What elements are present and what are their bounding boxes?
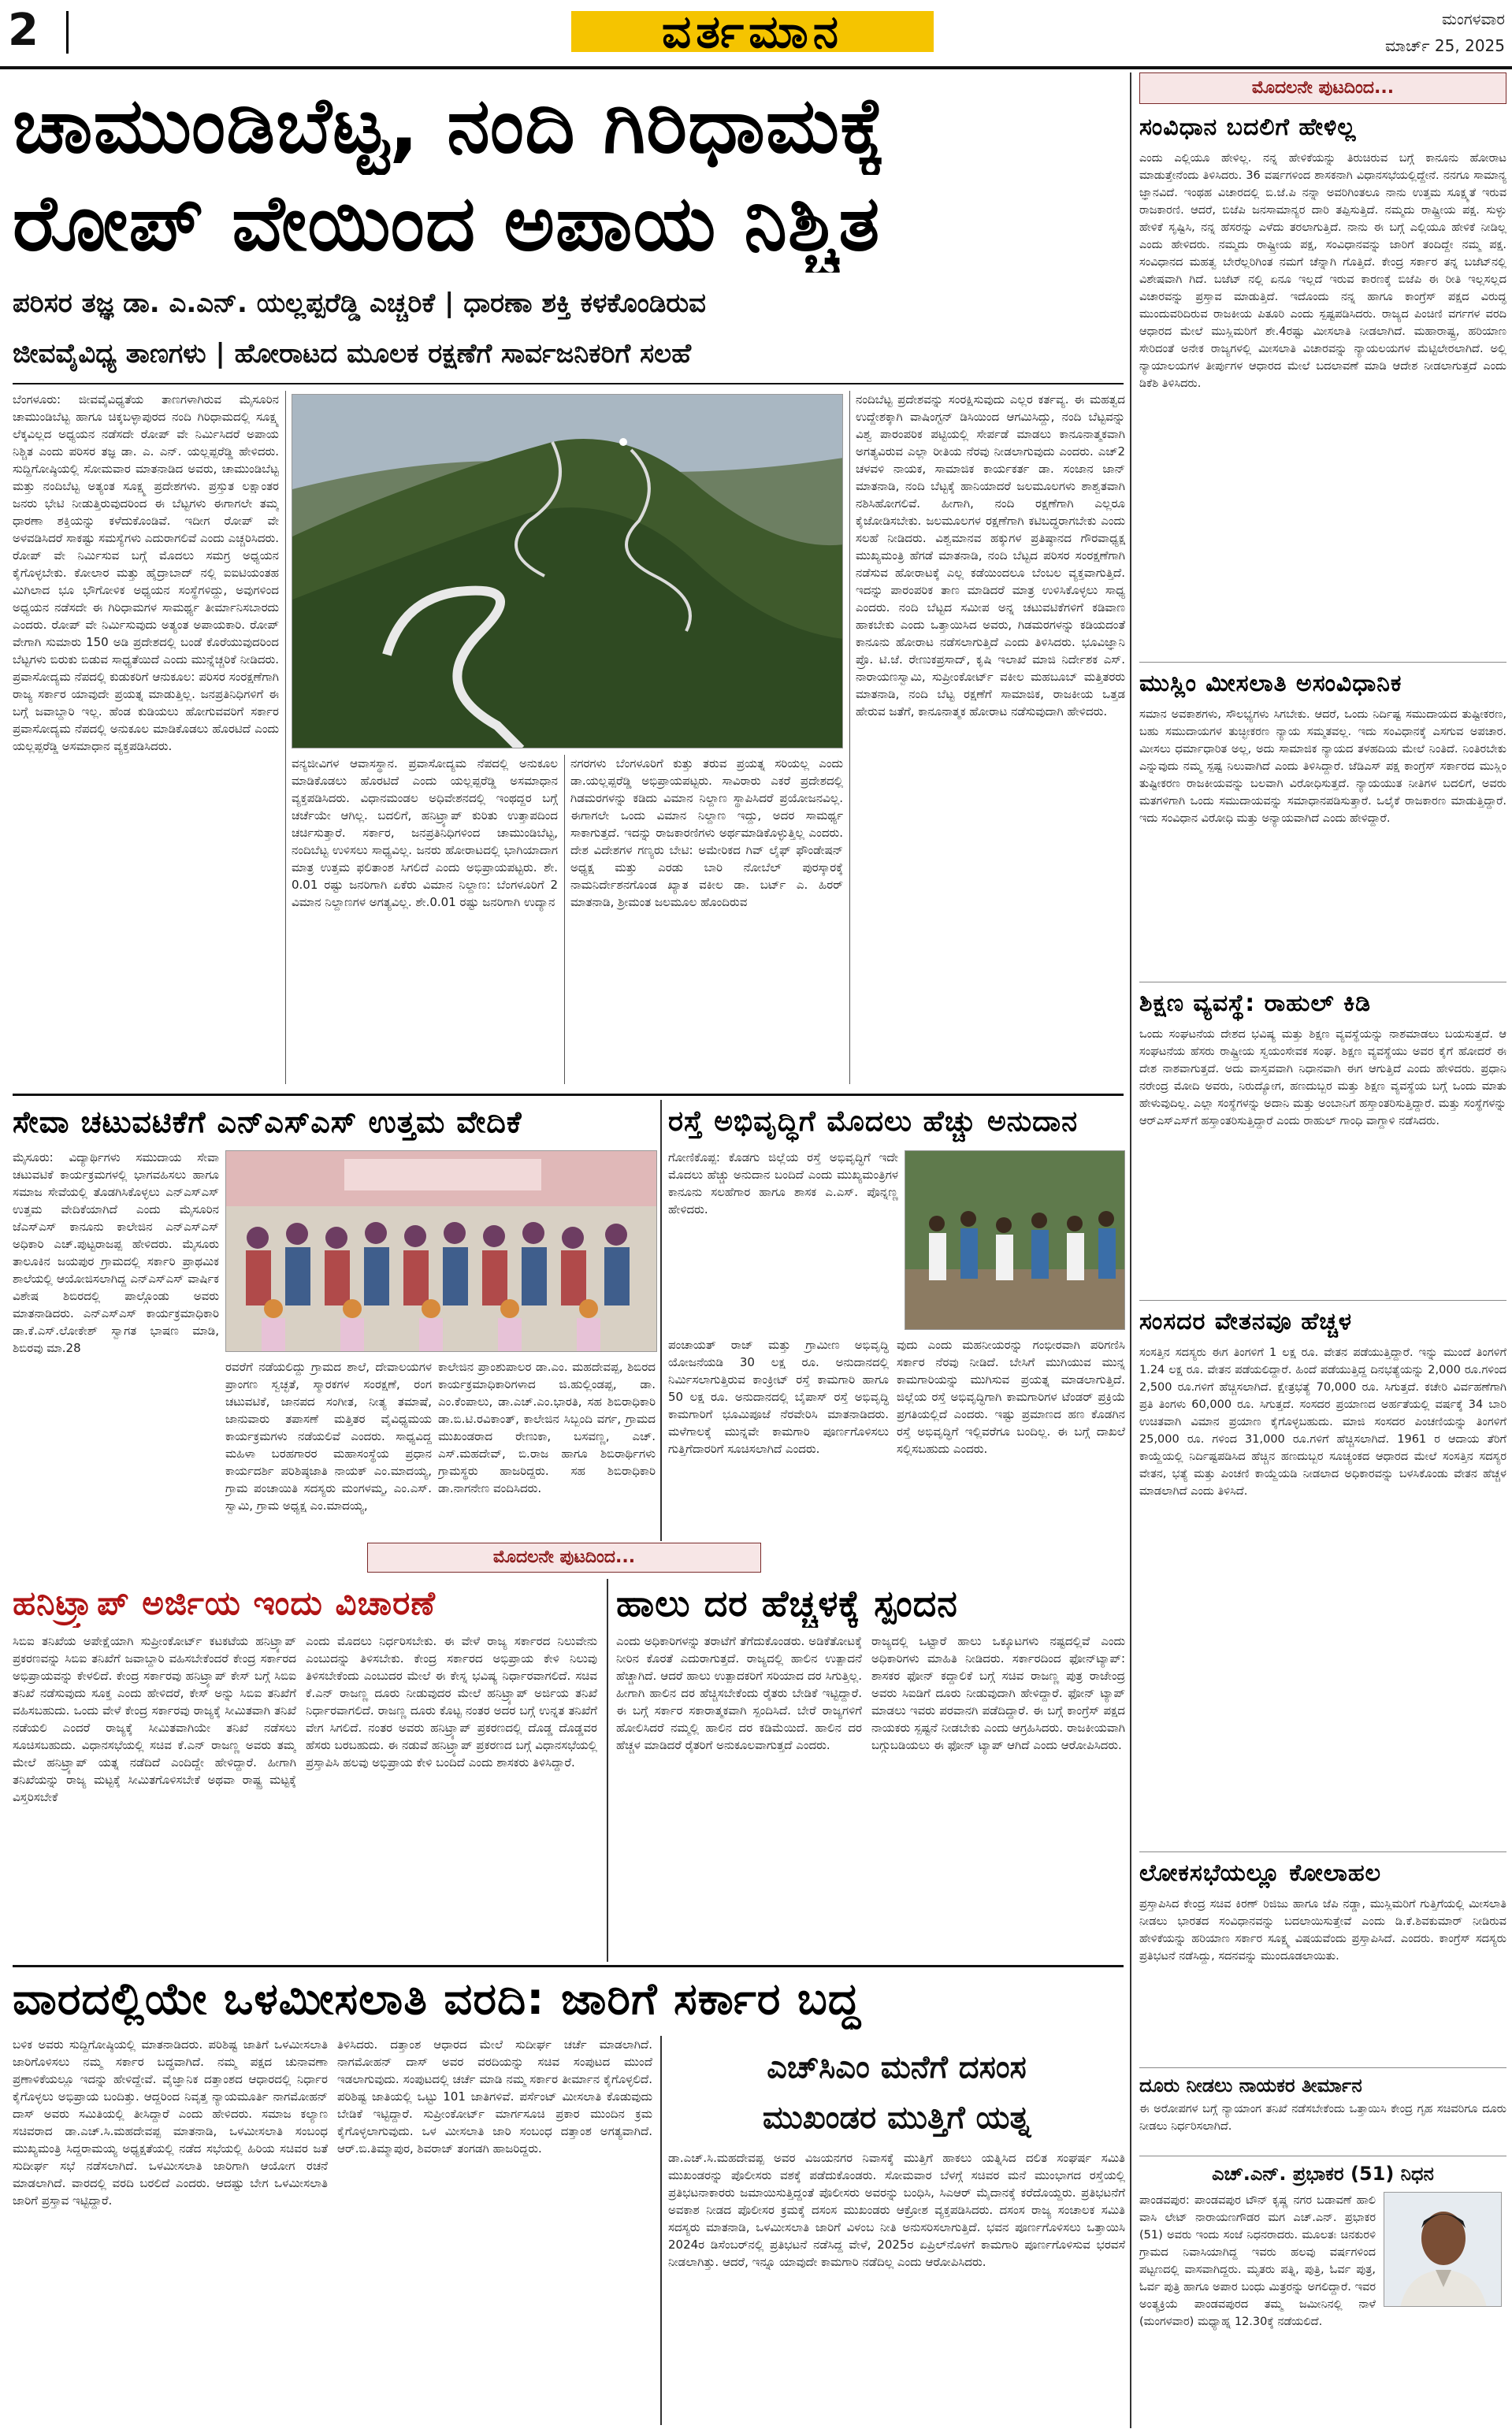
- page-number: 2: [8, 5, 39, 56]
- masthead-logo-text: ವರ್ತಮಾನ: [662, 5, 843, 58]
- lead-subhead-rule: [13, 383, 1124, 384]
- reservation-body-col1: ಬಳಿಕ ಅವರು ಸುದ್ದಿಗೋಷ್ಠಿಯಲ್ಲಿ ಮಾತನಾಡಿದರು. ಪರಿಶಿಷ್ಟ ಜಾತಿಗೆ ಒಳಮೀಸಲಾತಿ ಜಾರಿಗೊಳಿಸಲು ನಮ್ಮ ಸರ್ಕಾರ ಬದ್ಧವಾಗಿದೆ. ನಮ್ಮ ಪಕ್ಷದ ಚುನಾವಣಾ ಪ್ರಣಾಳಿಕೆಯಲ್ಲೂ ಇದನ್ನು ಹೇಳಿದ್ದೇವೆ. ವೈಜ್ಞಾನಿಕ ದತ್ತಾಂಶದ ಆಧಾರದಲ್ಲಿ ನಿರ್ಧಾರ ಕೈಗೊಳ್ಳಲು ಅಭಿಪ್ರಾಯ ಬಂದಿತ್ತು. ಆದ್ದರಿಂದ ನಿವೃತ್ತ ನ್ಯಾಯಮೂರ್ತಿ ನಾಗಮೋಹನ್ ದಾಸ್ ಅವರು ಸಮಿತಿಯಲ್ಲಿ ತೀಸಿದ್ದಾರೆ ಎಂದು ಹೇಳಿದರು. ಸಮಾಜ ಕಲ್ಯಾಣ ಸಚಿವರಾದ ಡಾ.ಎಚ್.ಸಿ.ಮಹದೇವಪ್ಪ ಮಾತನಾಡಿ, ಒಳಮೀಸಲಾತಿ ಸಂಬಂಧ ಮುಖ್ಯಮಂತ್ರಿ ಸಿದ್ದರಾಮಯ್ಯ ಅಧ್ಯಕ್ಷತೆಯಲ್ಲಿ ನಡೆದ ಸಭೆಯಲ್ಲಿ ಹಿರಿಯ ಸಚಿವರ ಜತೆ ಸುದೀರ್ಘ ಸಭೆ ನಡೆಸಲಾಗಿದೆ. ಒಳಮೀಸಲಾತಿ ಜಾರಿಗಾಗಿ ಆಯೋಗ ರಚನೆ ಮಾಡಲಾಗಿದೆ. ವಾರದಲ್ಲಿ ವರದಿ ಬರಲಿದೆ ಎಂದರು. ಆದಷ್ಟು ಬೇಗ ಒಳಮೀಸಲಾತಿ ಜಾರಿಗೆ ಪ್ರಸ್ತಾವ ಇಟ್ಟಿದ್ದಾರೆ.: [13, 2037, 328, 2208]
- sidebar-rule: [1139, 2067, 1506, 2068]
- sidebar-headline-1: ಸಂವಿಧಾನ ಬದಲಿಗೆ ಹೇಳಿಲ್ಲ: [1139, 113, 1357, 141]
- honeytrap-headline: ಹನಿಟ್ರ್ಯಾಪ್ ಅರ್ಜಿಯ ಇಂದು ವಿಚಾರಣೆ: [13, 1584, 436, 1622]
- column-divider: [564, 755, 565, 1084]
- lead-headline-line1: ಚಾಮುಂಡಿಬೆಟ್ಟ, ನಂದಿ ಗಿರಿಧಾಮಕ್ಕೆ: [13, 81, 886, 171]
- milk-body-col2: ರಾಜ್ಯದಲ್ಲಿ ಒಟ್ಟಾರೆ ಹಾಲು ಒಕ್ಕೂಟಗಳು ನಷ್ಟದಲ್ಲಿವೆ ಎಂದು ಅಧಿಕಾರಿಗಳು ಮಾಹಿತಿ ನೀಡಿದರು. ಸರ್ಕಾರದಿಂದ ಫೋನ್‌ಟ್ಯಾಪ್: ಶಾಸಕರ ಫೋನ್ ಕದ್ದಾಲಿಕೆ ಬಗ್ಗೆ ಸಚಿವ ರಾಜಣ್ಣ ಪುತ್ರ ರಾಜೇಂದ್ರ ಅವರು ಸಿಐಡಿಗೆ ದೂರು ನೀಡುವುದಾಗಿ ಹೇಳಿದ್ದಾರೆ. ಫೋನ್ ಟ್ಯಾಪ್ ಮಾಡಲು ಇವರು ಪರವಾನಗಿ ಪಡೆದಿದ್ದಾರೆ. ಈ ಬಗ್ಗೆ ಕಾಂಗ್ರೆಸ್ ಪಕ್ಷದ ನಾಯಕರು ಸ್ಪಷ್ಟನೆ ನೀಡಬೇಕು ಎಂದು ಆಗ್ರಹಿಸಿದರು. ರಾಜಕೀಯವಾಗಿ ಬಗ್ಗುಬಡಿಯಲು ಈ ಫೋನ್ ಟ್ಯಾಪ್ ಆಗಿದೆ ಎಂದು ಆರೋಪಿಸಿದರು.: [871, 1634, 1125, 1752]
- lead-headline-line2: ರೋಪ್ ವೇಯಿಂದ ಅಪಾಯ ನಿಶ್ಚಿತ: [13, 179, 881, 269]
- nss-headline: ಸೇವಾ ಚಟುವಟಿಕೆಗೆ ಎನ್‌ಎಸ್‌ಎಸ್ ಉತ್ತಮ ವೇದಿಕೆ: [13, 1105, 522, 1139]
- hcm-body: ಡಾ.ಎಚ್.ಸಿ.ಮಹದೇವಪ್ಪ ಅವರ ವಿಜಯನಗರ ನಿವಾಸಕ್ಕೆ ಮುತ್ತಿಗೆ ಹಾಕಲು ಯತ್ನಿಸಿದ ದಲಿತ ಸಂಘರ್ಷ ಸಮಿತಿ ಮುಖಂಡರನ್ನು ಪೊಲೀಸರು ವಶಕ್ಕೆ ಪಡೆದುಕೊಂಡರು. ಸೋಮವಾರ ಬೆಳಗ್ಗೆ ಸಚಿವರ ಮನೆ ಮುಂಭಾಗದ ರಸ್ತೆಯಲ್ಲಿ ಪ್ರತಿಭಟನಾಕಾರರು ಜಮಾಯಿಸುತ್ತಿದ್ದಂತೆ ಪೊಲೀಸರು ಅವರನ್ನು ಬಂಧಿಸಿ, ಸಿಎಆರ್ ಮೈದಾನಕ್ಕೆ ಕರೆದೊಯ್ದರು. ಪ್ರತಿಭಟನೆಗೆ ಅವಕಾಶ ನೀಡದ ಪೊಲೀಸರ ಕ್ರಮಕ್ಕೆ ದಸಂಸ ಮುಖಂಡರು ಆಕ್ರೋಶ ವ್ಯಕ್ತಪಡಿಸಿದರು. ದಸಂಸ ರಾಜ್ಯ ಸಂಚಾಲಕ ಸಮಿತಿ ಸದಸ್ಯರು ಮಾತನಾಡಿ, ಒಳಮೀಸಲಾತಿ ಜಾರಿಗೆ ವಿಳಂಬ ನೀತಿ ಅನುಸರಿಸಲಾಗುತ್ತಿದೆ. ಭವನ ಪೂರ್ಣಗೊಳಿಸಲು ಒತ್ತಾಯಿಸಿ 2024ರ ಡಿಸೆಂಬರ್‌ನಲ್ಲಿ ಪ್ರತಿಭಟನೆ ನಡೆಸಿದ್ದ ವೇಳೆ, 2025ರ ಏಪ್ರಿಲ್‌ನೊಳಗೆ ಕಾಮಗಾರಿ ಪೂರ್ಣಗೊಳಿಸುವ ಭರವಸೆ ನೀಡಲಾಗಿತ್ತು. ಆದರೆ, ಇನ್ನೂ ಯಾವುದೇ ಕಾಮಗಾರಿ ನಡೆದಿಲ್ಲ ಎಂದು ಆರೋಪಿಸಿದರು.: [668, 2151, 1125, 2269]
- sidebar-headline-2: ಮುಸ್ಲಿಂ ಮೀಸಲಾತಿ ಅಸಂವಿಧಾನಿಕ: [1139, 670, 1402, 697]
- reservation-body-col2: ತಿಳಿಸಿದರು. ದತ್ತಾಂಶ ಆಧಾರದ ಮೇಲೆ ಸುದೀರ್ಘ ಚರ್ಚೆ ಮಾಡಲಾಗಿದೆ. ನಾಗಮೋಹನ್ ದಾಸ್ ಅವರ ವರದಿಯನ್ನು ಸಚಿವ ಸಂಪುಟದ ಮುಂದೆ ಇಡಲಾಗುವುದು. ಸಂಪುಟದಲ್ಲಿ ಚರ್ಚೆ ಮಾಡಿ ನಮ್ಮ ಸರ್ಕಾರ ತೀರ್ಮಾನ ಕೈಗೊಳ್ಳಲಿದೆ. ಪರಿಶಿಷ್ಟ ಜಾತಿಯಲ್ಲಿ ಒಟ್ಟು 101 ಜಾತಿಗಳಿವೆ. ಪರ್ಸೆಂಟ್ ಮೀಸಲಾತಿ ಕೊಡುವುದು ಬೇಡಿಕೆ ಇಟ್ಟಿದ್ದಾರೆ. ಸುಪ್ರೀಂಕೋರ್ಟ್ ಮಾರ್ಗಸೂಚಿ ಪ್ರಕಾರ ಮುಂದಿನ ಕ್ರಮ ಕೈಗೊಳ್ಳಲಾಗುವುದು. ಒಳ ಮೀಸಲಾತಿ ಜಾರಿ ಸಂಬಂಧ ದತ್ತಾಂಶ ಅಗತ್ಯವಾಗಿದೆ. ಆರ್.ಬಿ.ತಿಮ್ಮಾಪುರ, ಶಿವರಾಜ್ ತಂಗಡಗಿ ಹಾಜರಿದ್ದರು.: [337, 2037, 652, 2156]
- sidebar-body-1: ಎಂದು ಎಲ್ಲಿಯೂ ಹೇಳಿಲ್ಲ. ನನ್ನ ಹೇಳಿಕೆಯನ್ನು ತಿರುಚಿರುವ ಬಗ್ಗೆ ಕಾನೂನು ಹೋರಾಟ ಮಾಡುತ್ತೇನೆಂದು ತಿಳಿಸಿದರು. 36 ವರ್ಷಗಳಿಂದ ಶಾಸಕನಾಗಿ ವಿಧಾನಸಭೆಯಲ್ಲಿದ್ದೇನೆ. ನನಗೂ ಸಾಮಾನ್ಯ ಜ್ಞಾನವಿದೆ. ಇಂಥಹ ವಿಚಾರದಲ್ಲಿ ಬಿ.ಜೆ.ಪಿ ನನ್ನಾ ಅವರಿಗಿಂತಲೂ ನಾನು ಉತ್ತಮ ಸೂಕ್ಷ್ಮತೆ ಇರುವ ರಾಜಕಾರಣಿ. ಆದರೆ, ಬಿಜೆಪಿ ಜನಸಾಮಾನ್ಯರ ದಾರಿ ತಪ್ಪಿಸುತ್ತಿದೆ. ನಮ್ಮದು ರಾಷ್ಟ್ರೀಯ ಪಕ್ಷ. ಸುಳ್ಳು ಹೇಳಿಕೆ ಸೃಷ್ಟಿಸಿ, ನನ್ನ ಹೆಸರನ್ನು ಎಳೆದು ತರಲಾಗುತ್ತಿದೆ. ನಾನು ಈ ಬಗ್ಗೆ ಎಲ್ಲಿಯೂ ಹೇಳಿಕೆ ನೀಡಿಲ್ಲ ಎಂದು ಹೇಳಿದರು. ನಮ್ಮದು ರಾಷ್ಟ್ರೀಯ ಪಕ್ಷ, ಸಂವಿಧಾನವನ್ನು ಜಾರಿಗೆ ತಂದಿದ್ದೇ ನಮ್ಮ ಪಕ್ಷ. ಸಂವಿಧಾನದ ಮಹತ್ವ ಬೇರೆಲ್ಲರಿಗಿಂತ ನಮಗೆ ಚೆನ್ನಾಗಿ ಗೊತ್ತಿದೆ. ಕೇಂದ್ರ ಸರ್ಕಾರ ತನ್ನ ಬಜೆಟ್‌ನಲ್ಲಿ ವಿಶೇಷವಾಗಿ ಗಿದೆ. ಬಜೆಟ್ ನಲ್ಲಿ ಏನೂ ಇಲ್ಲದೆ ಇರುವ ಕಾರಣಕ್ಕೆ ಬಿಜೆಪಿ ಈ ರೀತಿ ಇಲ್ಲಸಲ್ಲದ ವಿಚಾರವನ್ನು ಪ್ರಸ್ತಾವ ಮಾಡುತ್ತಿದೆ. ಇದೊಂದು ನನ್ನ ಹಾಗೂ ಕಾಂಗ್ರೆಸ್ ಪಕ್ಷದ ವಿರುದ್ಧ ಮುಂದುವರಿದಿರುವ ರಾಜಕೀಯ ಪಿತೂರಿ ಎಂದು ಸ್ಪಷ್ಟಪಡಿಸಿದರು. ರಾಜ್ಯದ ಪಿಂಚಿಣಿ ವರ್ಗಗಳ ವರದಿ ಆಧಾರದ ಮೇಲೆ ಮುಸ್ಲಿಮರಿಗೆ ಶೇ.4ರಷ್ಟು ಮೀಸಲಾತಿ ನೀಡಲಾಗಿದೆ. ಮಹಾರಾಷ್ಟ್ರ, ಹರಿಯಾಣ ಸೇರಿದಂತೆ ಅನೇಕ ರಾಜ್ಯಗಳಲ್ಲಿ ಮೀಸಲಾತಿ ವಿಚಾರವನ್ನು ನ್ಯಾಯಲಯಗಳ ಮೆಟ್ಟಿಲೇರಲಾಗಿದೆ. ಅಲ್ಲಿ ನ್ಯಾಯಾಲಯಗಳ ತೀರ್ಪುಗಳ ಆಧಾರದ ಮೇಲೆ ಬದಲಾವಣೆ ಮಾಡಿ ಆದೇಶ ನೀಡಲಾಗುತ್ತದೆ ಎಂದು ಡಿಕೆಶಿ ತಿಳಿಸಿದರು.: [1139, 152, 1506, 390]
- column-divider: [285, 391, 286, 1084]
- portrait-illustration: [1384, 2193, 1502, 2307]
- ceremony-illustration: [905, 1151, 1125, 1330]
- hill-road-illustration: [292, 395, 843, 748]
- sidebar-headline-5: ಲೋಕಸಭೆಯಲ್ಲೂ ಕೋಲಾಹಲ: [1139, 1859, 1382, 1887]
- masthead: [0, 0, 1512, 65]
- sidebar-body-4: ಸಂಸತ್ತಿನ ಸದಸ್ಯರು ಈಗ ತಿಂಗಳಿಗೆ 1 ಲಕ್ಷ ರೂ. ವೇತನ ಪಡೆಯುತ್ತಿದ್ದಾರೆ. ಇನ್ನು ಮುಂದೆ ತಿಂಗಳಿಗೆ 1.24 ಲಕ್ಷ ರೂ. ವೇತನ ಪಡೆಯಲಿದ್ದಾರೆ. ಹಿಂದೆ ಪಡೆಯುತ್ತಿದ್ದ ದಿನಭತ್ಯೆಯನ್ನು 2,000 ರೂ.ಗಳಿಂದ 2,500 ರೂ.ಗಳಿಗೆ ಹೆಚ್ಚಿಸಲಾಗಿದೆ. ಕ್ಷೇತ್ರಭತ್ಯೆ 70,000 ರೂ. ಸಿಗುತ್ತದೆ. ಕಚೇರಿ ವಿರ್ವಹಣೆಗಾಗಿ ಪ್ರತಿ ತಿಂಗಳು 60,000 ರೂ. ಸಿಗುತ್ತದೆ. ಸಂಸದರ ಪ್ರಯಾಣದ ಅರ್ಹತೆಯಲ್ಲಿ ವರ್ಷಕ್ಕೆ 34 ಬಾರಿ ಉಚಿತವಾಗಿ ವಿಮಾನ ಪ್ರಯಾಣ ಕೈಗೊಳ್ಳಬಹುದು. ಮಾಜಿ ಸಂಸದರ ಪಿಂಚಣಿಯನ್ನು ತಿಂಗಳಿಗೆ 25,000 ರೂ. ಗಳಿಂದ 31,000 ರೂ.ಗಳಿಗೆ ಹೆಚ್ಚಿಸಲಾಗಿದೆ. 1961 ರ ಆದಾಯ ತೆರಿಗೆ ಕಾಯ್ದೆಯಲ್ಲಿ ನಿರ್ದಿಷ್ಟಪಡಿಸಿದ ಹೆಚ್ಚಿನ ಹಣದುಬ್ಬರ ಸೂಚ್ಯಂಕದ ಆಧಾರದ ಮೇಲೆ ಸಂಸತ್ತಿನ ಸದಸ್ಯರ ವೇತನ, ಭತ್ಯೆ ಮತ್ತು ಪಿಂಚಣಿ ಕಾಯ್ದೆಯಡಿ ನೀಡಲಾದ ಅಧಿಕಾರವನ್ನು ಬಳಸಿಕೊಂಡು ವೇತನ ಹೆಚ್ಚಳ ಮಾಡಲಾಗಿದೆ ಎಂದು ತಿಳಿಸಿದೆ.: [1139, 1346, 1506, 1498]
- sidebar-body-6: ಈ ಅರೋಪಗಳ ಬಗ್ಗೆ ನ್ಯಾಯಾಂಗ ತನಿಖೆ ನಡೆಸಬೇಕೆಂದು ಒತ್ತಾಯಿಸಿ ಕೇಂದ್ರ ಗೃಹ ಸಚಿವರಿಗೂ ದೂರು ನೀಡಲು ನಿರ್ಧರಿಸಲಾಗಿದೆ.: [1139, 2103, 1506, 2133]
- lead-subhead-line1: ಪರಿಸರ ತಜ್ಞ ಡಾ. ಎ.ಎನ್. ಯಲ್ಲಪ್ಪರೆಡ್ಡಿ ಎಚ್ಚರಿಕೆ | ಧಾರಣಾ ಶಕ್ತಿ ಕಳಕೊಂಡಿರುವ: [13, 288, 706, 319]
- obituary-portrait: [1384, 2192, 1502, 2307]
- section-rule: [13, 1965, 1124, 1967]
- nss-body-col2: ರವರೆಗೆ ನಡೆಯಲಿದ್ದು ಗ್ರಾಮದ ಶಾಲೆ, ದೇವಾಲಯಗಳ ಪ್ರಾಂಗಣ ಸ್ವಚ್ಛತೆ, ಸ್ಮಾರಕಗಳ ಸಂರಕ್ಷಣೆ, ರಂಗ ಚಟುವಟಿಕೆ, ಜಾನಪದ ಸಂಗೀತ, ನೀತ್ಯ ತಮಾಷೆ, ಜಾನುವಾರು ತಪಾಸಣೆ ಮತ್ತಿತರ ವೈವಿಧ್ಯಮಯ ಕಾರ್ಯಕ್ರಮಗಳು ನಡೆಯಲಿವೆ ಎಂದರು. ಸಾಧ್ಯವಿದ್ದ ಮಹಿಳಾ ಬರಹಗಾರರ ಮಹಾಸಂಸ್ಥೆಯ ಪ್ರಧಾನ ಕಾರ್ಯದರ್ಶಿ ಪರಿಶಿಷ್ಠಜಾತಿ ನಾಯಕ್ ಎಂ.ಮಾದಯ್ಯ, ಗ್ರಾಮ ಪಂಚಾಯಿತಿ ಸದಸ್ಯರು ಮಂಗಳಮ್ಮ, ಎಂ.ಎಸ್. ಸ್ವಾಮಿ, ಗ್ರಾಮ ಅಧ್ಯಕ್ಷ ಎಂ.ಮಾದಯ್ಯ,: [225, 1360, 432, 1513]
- nss-body-col1: ಮೈಸೂರು: ವಿದ್ಯಾರ್ಥಿಗಳು ಸಮುದಾಯ ಸೇವಾ ಚಟುವಟಿಕೆ ಕಾರ್ಯಕ್ರಮಗಳಲ್ಲಿ ಭಾಗವಹಿಸಲು ಹಾಗೂ ಸಮಾಜ ಸೇವೆಯಲ್ಲಿ ತೊಡಗಿಸಿಕೊಳ್ಳಲು ಎನ್‌ಎಸ್‌ಎಸ್ ಉತ್ತಮ ವೇದಿಕೆಯಾಗಿದೆ ಎಂದು ಮೈಸೂರಿನ ಜೆಎಸ್‌ಎಸ್ ಕಾನೂನು ಕಾಲೇಜಿನ ಎನ್‌ಎಸ್‌ಎಸ್ ಅಧಿಕಾರಿ ಎಚ್.ಪುಟ್ಟರಾಜಪ್ಪ ಹೇಳಿದರು. ಮೈಸೂರು ತಾಲೂಕಿನ ಜಯಪುರ ಗ್ರಾಮದಲ್ಲಿ ಸರ್ಕಾರಿ ಪ್ರಾಥಮಿಕ ಶಾಲೆಯಲ್ಲಿ ಆಯೋಜಿಸಲಾಗಿದ್ದ ಎನ್‌ಎಸ್‌ಎಸ್ ವಾರ್ಷಿಕ ವಿಶೇಷ ಶಿಬಿರದಲ್ಲಿ ಪಾಲ್ಗೊಂಡು ಅವರು ಮಾತನಾಡಿದರು. ಎನ್‌ಎಸ್‌ಎಸ್ ಕಾರ್ಯಕ್ರಮಾಧಿಕಾರಿ ಡಾ.ಕೆ.ಎಸ್.ಲೋಕೇಶ್ ಸ್ವಾಗತ ಭಾಷಣ ಮಾಡಿ, ಶಿಬಿರವು ಮಾ.28: [13, 1150, 219, 1355]
- sidebar-body-5: ಪ್ರಸ್ತಾಪಿಸಿದ ಕೇಂದ್ರ ಸಚಿವ ಕಿರಣ್ ರಿಜಿಜು ಹಾಗೂ ಜೆಪಿ ನಡ್ಡಾ, ಮುಸ್ಲಿಮರಿಗೆ ಗುತ್ತಿಗೆಯಲ್ಲಿ ಮೀಸಲಾತಿ ನೀಡಲು ಭಾರತದ ಸಂವಿಧಾನವನ್ನು ಬದಲಾಯಿಸುತ್ತೇವೆ ಎಂದು ಡಿ.ಕೆ.ಶಿವಕುಮಾರ್ ನೀಡಿರುವ ಹೇಳಿಕೆಯನ್ನು ಹರಿಯಾಣ ಸರ್ಕಾರ ಸೂಕ್ಷ್ಮ ವಿಷಯವೆಂದು ಪ್ರಸ್ತಾಪಿಸಿದೆ. ಎಂದರು. ಕಾಂಗ್ರೆಸ್ ಸದಸ್ಯರು ಪ್ರತಿಭಟನೆ ನಡೆಸಿದ್ದು, ಸದನವನ್ನು ಮುಂದೂಡಲಾಯಿತು.: [1139, 1898, 1506, 1963]
- column-divider: [660, 2036, 662, 2425]
- sidebar-body-7: ಪಾಂಡವಪುರ: ಪಾಂಡವಪುರ ಟೌನ್ ಕೃಷ್ಣ ನಗರ ಬಡಾವಣೆ ಹಾಲಿ ವಾಸಿ ಲೇಟ್ ನಾರಾಯಣಗೌಡರ ಮಗ ಎಚ್.ಎನ್. ಪ್ರಭಾಕರ (51) ಅವರು ಇಂದು ಸಂಜೆ ನಿಧನರಾದರು. ಮೂಲತಃ ಚಿನಕುರಳಿ ಗ್ರಾಮದ ನಿವಾಸಿಯಾಗಿದ್ದ ಇವರು ಹಲವು ವರ್ಷಗಳಿಂದ ಪಟ್ಟಣದಲ್ಲಿ ವಾಸವಾಗಿದ್ದರು. ಮೃತರು ಪತ್ನಿ, ಪುತ್ರಿ, ಓರ್ವ ಪುತ್ರ, ಓರ್ವ ಪುತ್ರಿ ಹಾಗೂ ಅಪಾರ ಬಂಧು ಮಿತ್ರರನ್ನು ಅಗಲಿದ್ದಾರೆ. ಇವರ ಅಂತ್ಯಕ್ರಿಯೆ ಪಾಂಡವಪುರದ ತಮ್ಮ ಜಮೀನಿನಲ್ಲಿ ನಾಳೆ (ಮಂಗಳವಾರ) ಮಧ್ಯಾಹ್ನ 12.30ಕ್ಕೆ ನಡೆಯಲಿದೆ.: [1139, 2194, 1376, 2328]
- honeytrap-body-col1: ಸಿಬಿಐ ತನಿಖೆಯ ಅಪೇಕ್ಷೆಯಾಗಿ ಸುಪ್ರೀಂಕೋರ್ಟ್ ಕಟಕಟೆಯ ಹನಿಟ್ರ್ಯಾಪ್ ಪ್ರಕರಣವನ್ನು ಸಿಬಿಐ ತನಿಖೆಗೆ ಜವಾಬ್ದಾರಿ ವಹಿಸಬೇಕೆಂದರೆ ಕೇಂದ್ರ ಸರ್ಕಾರದ ಅಭಿಪ್ರಾಯವನ್ನು ಕೇಳಲಿದೆ. ಕೇಂದ್ರ ಸರ್ಕಾರವು ಹನಿಟ್ರ್ಯಾಪ್ ಕೇಸ್ ಬಗ್ಗೆ ಸಿಬಿಐ ತನಿಖೆ ನಡೆಸುವುದು ಸೂಕ್ತ ಎಂದು ಹೇಳಿದರೆ, ಕೇಸ್ ಅನ್ನು ಸಿಬಿಐ ತನಿಖೆಗೆ ವಹಿಸಬಹುದು. ಒಂದು ವೇಳೆ ಕೇಂದ್ರ ಸರ್ಕಾರವು ರಾಜ್ಯಕ್ಕೆ ಸೀಮಿತವಾಗಿ ತನಿಖೆ ನಡೆಯಲಿ ಎಂದರೆ ರಾಜ್ಯಕ್ಕೆ ಸೀಮಿತವಾಗಿಯೇ ತನಿಖೆ ನಡೆಸಲು ಸೂಚಿಸಬಹುದು. ವಿಧಾನಸಭೆಯಲ್ಲಿ ಸಚಿವ ಕೆ.ಎನ್ ರಾಜಣ್ಣ ಅವರು ತಮ್ಮ ಮೇಲೆ ಹನಿಟ್ರ್ಯಾಪ್ ಯತ್ನ ನಡೆದಿದೆ ಎಂದಿದ್ದೇ ಹೇಳಿದ್ದಾರೆ. ಹೀಗಾಗಿ ತನಿಖೆಯನ್ನು ರಾಜ್ಯ ಮಟ್ಟಕ್ಕೆ ಸೀಮಿತಗೊಳಿಸಬೇಕೆ ಅಥವಾ ರಾಷ್ಟ್ರ ಮಟ್ಟಕ್ಕೆ ವಿಸ್ತರಿಸಬೇಕೆ: [13, 1634, 296, 1804]
- road-ceremony-photo: [905, 1150, 1125, 1330]
- reservation-headline: ವಾರದಲ್ಲಿಯೇ ಒಳಮೀಸಲಾತಿ ವರದಿ: ಜಾರಿಗೆ ಸರ್ಕಾರ ಬದ್ಧ: [13, 1974, 861, 2025]
- nss-body-col3: ಕಾಲೇಜಿನ ಪ್ರಾಂಶುಪಾಲರ ಡಾ.ಎಂ. ಮಹದೇವಪ್ಪ, ಶಿಬಿರದ ಕಾರ್ಯಕ್ರಮಾಧಿಕಾರಿಗಳಾದ ಜಿ.ಹುಲ್ಲಿಂಡಪ್ಪ, ಡಾ. ಎಂ.ಕೆಂಪಾಲು, ಡಾ.ಎಚ್.ಎಂ.ಭಾರತಿ, ಸಹ ಶಿಬಿರಾಧಿಕಾರಿ ಡಾ.ಬಿ.ಟಿ.ರವಿಕಾಂತ್, ಕಾಲೇಜಿನ ಸಿಬ್ಬಂದಿ ವರ್ಗ, ಗ್ರಾಮದ ಮುಖಂಡರಾದ ರೇಣುಕಾ, ಬಸವಣ್ಣ, ಎಚ್. ಎಸ್.ಮಹದೇವ್, ಬಿ.ರಾಜ ಹಾಗೂ ಶಿಬಿರಾರ್ಥಿಗಳು ಗ್ರಾಮಸ್ಥರು ಹಾಜರಿದ್ದರು. ಸಹ ಶಿಬಿರಾಧಿಕಾರಿ ಡಾ.ನಾಗನೇಣ ವಂದಿಸಿದರು.: [438, 1360, 656, 1495]
- sidebar-body-2: ಸಮಾನ ಅವಕಾಶಗಳು, ಸೌಲಭ್ಯಗಳು ಸಿಗಬೇಕು. ಆದರೆ, ಒಂದು ನಿರ್ದಿಷ್ಟ ಸಮುದಾಯದ ತುಷ್ಟೀಕರಣ, ಬಹು ಸಮುದಾಯಗಳ ತುಚ್ಛೀಕರಣ ನ್ಯಾಯ ಸಮ್ಮತವಲ್ಲ. ಇದು ಸಂವಿಧಾನಕ್ಕೆ ಎಸಗುವ ಅಪಚಾರ. ಮೀಸಲು ಧರ್ಮಾಧಾರಿತ ಅಲ್ಲ, ಅದು ಸಾಮಾಜಿಕ ನ್ಯಾಯದ ತಳಹದಿಯ ಮೇಲೆ ನಿಂತಿದೆ. ನಿಂತಿರಬೇಕು ಎನ್ನುವುದು ನಮ್ಮ ಸ್ಪಷ್ಟ ನಿಲುವಾಗಿದೆ ಎಂದು ತಿಳಿಸಿದ್ದಾರೆ. ಜೆಡಿಎಸ್ ಪಕ್ಷ ಕಾಂಗ್ರೆಸ್ ಸರ್ಕಾರದ ಮುಸ್ಲಿಂ ತುಷ್ಟೀಕರಣ ರಾಜಕೀಯವನ್ನು ಬಲವಾಗಿ ವಿರೋಧಿಸುತ್ತದೆ. ನ್ಯಾಯಯುತ ನೀತಿಗಳ ಬದಲಿಗೆ, ಅವರು ಮತಗಳಿಗಾಗಿ ಒಂದು ಸಮುದಾಯವನ್ನು ಸಮಾಧಾನಪಡಿಸುತ್ತಾರೆ. ಒಲೈಕೆ ರಾಜಕಾರಣ ಮಾಡುತ್ತಿದ್ದಾರೆ. ಇದು ಸಂವಿಧಾನ ವಿರೋಧಿ ಮತ್ತು ಅನ್ಯಾಯವಾಗಿದೆ ಎಂದು ಹೇಳಿದ್ದಾರೆ.: [1139, 708, 1506, 825]
- column-divider: [660, 1100, 662, 1541]
- sidebar-headline-7: ಎಚ್.ಎನ್. ಪ್ರಭಾಕರ (51) ನಿಧನ: [1212, 2163, 1434, 2185]
- sidebar-rule: [1139, 1300, 1506, 1301]
- mid-kicker: [367, 1543, 761, 1573]
- nss-group-photo: [225, 1150, 657, 1352]
- milk-price-headline: ಹಾಲು ದರ ಹೆಚ್ಚಳಕ್ಕೆ ಸ್ಪಂದನ: [616, 1582, 958, 1625]
- hcm-headline-line1: ಎಚ್‌ಸಿಎಂ ಮನೆಗೆ ದಸಂಸ: [767, 2049, 1027, 2085]
- section-rule: [13, 1094, 1124, 1096]
- page-number-bar: [66, 11, 69, 54]
- lead-body-col4: ನಂದಿಬೆಟ್ಟ ಪ್ರದೇಶವನ್ನು ಸಂರಕ್ಷಿಸುವುದು ಎಲ್ಲರ ಕರ್ತವ್ಯ. ಈ ಮಹತ್ವದ ಉದ್ದೇಶಕ್ಕಾಗಿ ವಾಷಿಂಗ್ಟನ್ ಡಿಸಿಯಿಂದ ಆಗಮಿಸಿದ್ದು, ನಂದಿ ಬೆಟ್ಟವನ್ನು ವಿಶ್ವ ಪಾರಂಪರಿಕ ಪಟ್ಟಿಯಲ್ಲಿ ಸೇರ್ಪಡೆ ಮಾಡಲು ಕಾನೂನಾತ್ಮಕವಾಗಿ ಅಗತ್ಯವಿರುವ ಎಲ್ಲಾ ರೀತಿಯ ನೆರವು ನೀಡಲಾಗುವುದು ಎಂದರು. ಎಚ್2 ಚಳವಳಿ ನಾಯಕ, ಸಾಮಾಜಿಕ ಕಾರ್ಯಕರ್ತ ಡಾ. ಸಂಜಾನ ಜಾನ್ ಮಾತನಾಡಿ, ನಂದಿ ಬೆಟ್ಟಕ್ಕೆ ಹಾನಿಯಾದರೆ ಜಲಮೂಲಗಳು ಶಾಶ್ವತವಾಗಿ ನಶಿಸಿಹೋಗಲಿವೆ. ಹೀಗಾಗಿ, ನಂದಿ ರಕ್ಷಣೆಗಾಗಿ ಎಲ್ಲರೂ ಕೈಜೋಡಿಸಬೇಕು. ಜಲಮೂಲಗಳ ರಕ್ಷಣೆಗಾಗಿ ಕಟಿಬದ್ಧರಾಗಬೇಕು ಎಂದು ಸಲಹೆ ನೀಡಿದರು. ವಿಶ್ವಮಾನವ ಹಕ್ಕುಗಳ ಪ್ರತಿಷ್ಠಾನದ ಗೌರವಾಧ್ಯಕ್ಷ ಮುಖ್ಯಮಂತ್ರಿ ಹೆಗಡೆ ಮಾತನಾಡಿ, ನಂದಿ ಬೆಟ್ಟದ ಪರಿಸರ ಸಂರಕ್ಷಣೆಗಾಗಿ ನಡೆಸುವ ಹೋರಾಟಕ್ಕೆ ಎಲ್ಲ ಕಡೆಯಿಂದಲೂ ಬೆಂಬಲ ವ್ಯಕ್ತವಾಗುತ್ತಿದೆ. ಇದನ್ನು ಪಾರಂಪರಿಕ ತಾಣ ಮಾಡಿದರೆ ಮಾತ್ರ ಉಳಿಸಿಕೊಳ್ಳಲು ಸಾಧ್ಯ ಎಂದರು. ನಂದಿ ಬೆಟ್ಟದ ಸಮೀಪ ಅನ್ನ ಚಟುವಟಿಕೆಗಳಿಗೆ ಕಡಿವಾಣ ಹಾಕಬೇಕು ಎಂದು ಒತ್ತಾಯಿಸಿದ ಅವರು, ಗಿಡಮರಗಳನ್ನು ಕಡಿಯದಂತೆ ಕಾನೂನು ಹೋರಾಟ ನಡೆಸಲಾಗುತ್ತಿದೆ ಎಂದು ತಿಳಿಸಿದರು. ಭೂವಿಜ್ಞಾನಿ ಪ್ರೊ. ಟಿ.ಜೆ. ರೇಣುಕಪ್ರಸಾದ್, ಕೃಷಿ ಇಲಾಖೆ ಮಾಜಿ ನಿರ್ದೇಶಕ ಎಸ್. ನಾರಾಯಣಸ್ವಾಮಿ, ಸುಪ್ರೀಂಕೋರ್ಟ್ ವಕೀಲ ಮಹಬೂಬ್ ಮತ್ತಿತರರು ಮಾತನಾಡಿ, ನಂದಿ ಬೆಟ್ಟ ರಕ್ಷಣೆಗೆ ಸಾಮಾಜಿಕ, ರಾಜಕೀಯ ಒತ್ತಡ ಹೇರುವ ಜತೆಗೆ, ಕಾನೂನಾತ್ಮಕ ಹೋರಾಟ ನಡೆಸುವುದಾಗಿ ಹೇಳಿದರು.: [856, 392, 1125, 719]
- group-photo-illustration: [226, 1151, 657, 1352]
- sidebar-headline-3: ಶಿಕ್ಷಣ ವ್ಯವಸ್ಥೆ: ರಾಹುಲ್ ಕಿಡಿ: [1139, 990, 1372, 1017]
- lead-body-col1: ಬೆಂಗಳೂರು: ಜೀವವೈವಿಧ್ಯತೆಯ ತಾಣಗಳಾಗಿರುವ ಮೈಸೂರಿನ ಚಾಮುಂಡಿಬೆಟ್ಟ ಹಾಗೂ ಚಿಕ್ಕಬಳ್ಳಾಪುರದ ನಂದಿ ಗಿರಿಧಾಮದಲ್ಲಿ ಸೂಕ್ಷ್ಮ ಲೆಕ್ಕವಿಲ್ಲದ ಅಧ್ಯಯನ ನಡೆಸದೇ ರೋಪ್ ವೇ ನಿರ್ಮಿಸಿದರೆ ಅಪಾಯ ನಿಶ್ಚಿತ ಎಂದು ಪರಿಸರ ತಜ್ಞ ಡಾ. ಎ. ಎನ್. ಯಲ್ಲಪ್ಪರೆಡ್ಡಿ ಹೇಳಿದರು. ಸುದ್ದಿಗೋಷ್ಠಿಯಲ್ಲಿ ಸೋಮವಾರ ಮಾತನಾಡಿದ ಅವರು, ಚಾಮುಂಡಿಬೆಟ್ಟ ಮತ್ತು ನಂದಿಬೆಟ್ಟ ಅತ್ಯಂತ ಸೂಕ್ಷ್ಮ ಪ್ರದೇಶಗಳು. ಪ್ರಸ್ತುತ ಲಕ್ಷಾಂತರ ಜನರು ಭೇಟಿ ನೀಡುತ್ತಿರುವುದರಿಂದ ಈ ಬೆಟ್ಟಗಳು ಈಗಾಗಲೇ ತಮ್ಮ ಧಾರಣಾ ಶಕ್ತಿಯನ್ನು ಕಳೆದುಕೊಂಡಿವೆ. ಇದೀಗ ರೋಪ್ ವೇ ಅಳವಡಿಸಿದರೆ ಸಾಕಷ್ಟು ಸಮಸ್ಯೆಗಳು ಎದುರಾಗಲಿವೆ ಎಂದು ಎಚ್ಚರಿಸಿದರು. ರೋಪ್ ವೇ ನಿರ್ಮಿಸುವ ಬಗ್ಗೆ ಮೊದಲು ಸಮಗ್ರ ಅಧ್ಯಯನ ಕೈಗೊಳ್ಳಬೇಕು. ಕೋಲಾರ ಮತ್ತು ಹೈದ್ರಾಬಾದ್ ನಲ್ಲಿ ಐಐಟಿಯಂತಹ ಮಿಗಿಲಾದ ಭೂ ಭೌಗೋಳಿಕ ಅಧ್ಯಯನ ಸಂಸ್ಥೆಗಳಿದ್ದು, ಅವುಗಳಿಂದ ಅಧ್ಯಯನ ನಡೆಸದೇ ಈ ಗಿರಿಧಾಮಗಳ ಸಾಮರ್ಥ್ಯ ತೀರ್ಮಾನಿಸಬಾರದು ಎಂದರು. ರೋಪ್ ವೇ ನಿರ್ಮಿಸುವುದು ಅತ್ಯಂತ ಅಪಾಯಕಾರಿ. ರೋಪ್ ವೇಗಾಗಿ ಸುಮಾರು 150 ಅಡಿ ಪ್ರದೇಶದಲ್ಲಿ ಬಂಡೆ ಕೊರೆಯುವುದರಿಂದ ಬೆಟ್ಟಗಳು ಬಿರುಕು ಬಿಡುವ ಸಾಧ್ಯತೆಯಿದೆ ಎಂದು ಮುನ್ನೆಚ್ಚರಿಕೆ ನೀಡಿದರು. ಪ್ರವಾಸೋದ್ಯಮ ನೆಪದಲ್ಲಿ ಕುಡುಕರಿಗೆ ಆನುಕೂಲ: ಪರಿಸರ ಸಂರಕ್ಷಣೆಗಾಗಿ ರಾಜ್ಯ ಸರ್ಕಾರ ಯಾವುದೇ ಪ್ರಯತ್ನ ಮಾಡುತ್ತಿಲ್ಲ. ಜನಪ್ರತಿನಿಧಿಗಳಿಗೆ ಈ ಬಗ್ಗೆ ಜವಾಬ್ದಾರಿ ಇಲ್ಲ. ಹೆಂಡ ಕುಡಿಯಲು ಹೋಗುವವರಿಗೆ ಸರ್ಕಾರ ಪ್ರವಾಸೋದ್ಯಮ ನೆಪದಲ್ಲಿ ಅನುಕೂಲ ಮಾಡಿಕೊಡಲು ಹೊರಟಿದೆ ಎಂದು ಯಲ್ಲಪ್ಪರೆಡ್ಡಿ ಅಸಮಾಧಾನ ವ್ಯಕ್ತಪಡಿಸಿದರು.: [13, 392, 279, 753]
- hcm-headline-line2: ಮುಖಂಡರ ಮುತ್ತಿಗೆ ಯತ್ನ: [762, 2100, 1031, 2136]
- road-body-col1: ಪಂಚಾಯತ್ ರಾಜ್ ಮತ್ತು ಗ್ರಾಮೀಣ ಅಭಿವೃದ್ಧಿ ಯೋಜನೆಯಡಿ 30 ಲಕ್ಷ ರೂ. ಅನುದಾನದಲ್ಲಿ ನಿರ್ಮಿಸಲಾಗುತ್ತಿರುವ ಕಾಂಕ್ರೀಟ್ ರಸ್ತೆ ಕಾಮಗಾರಿ ಹಾಗೂ 50 ಲಕ್ಷ ರೂ. ಅನುದಾನದಲ್ಲಿ ಬೈಪಾಸ್ ರಸ್ತೆ ಅಭಿವೃದ್ಧಿ ಕಾಮಗಾರಿಗೆ ಭೂಮಿಪೂಜೆ ನೆರವೇರಿಸಿ ಮಾತನಾಡಿದರು. ಮಳೆಗಾಲಕ್ಕೆ ಮುನ್ನವೇ ಕಾಮಗಾರಿ ಪೂರ್ಣಗೊಳಿಸಲು ಗುತ್ತಿಗೆದಾರರಿಗೆ ಸೂಚಿಸಲಾಗಿದೆ ಎಂದರು.: [668, 1338, 889, 1456]
- lead-subhead-line2: ಜೀವವೈವಿಧ್ಯ ತಾಣಗಳು | ಹೋರಾಟದ ಮೂಲಕ ರಕ್ಷಣೆಗೆ ಸಾರ್ವಜನಿಕರಿಗೆ ಸಲಹೆ: [13, 338, 692, 370]
- column-divider: [849, 391, 850, 1084]
- road-body-col2: ವುದು ಎಂದು ಮಹನೀಯರನ್ನು ಗಂಭೀರವಾಗಿ ಪರಿಗಣಿಸಿ ಸರ್ಕಾರ ನೆರವು ನೀಡಿದೆ. ಬೇಸಿಗೆ ಮುಗಿಯುವ ಮುನ್ನ ಕಾಮಗಾರಿಯನ್ನು ಮುಗಿಸುವ ಪ್ರಯತ್ನ ಮಾಡಲಾಗುತ್ತಿದೆ. ಜಿಲ್ಲೆಯ ರಸ್ತೆ ಅಭಿವೃದ್ಧಿಗಾಗಿ ಕಾಮಗಾರಿಗಳ ಟೆಂಡರ್ ಪ್ರಕ್ರಿಯೆ ಪ್ರಗತಿಯಲ್ಲಿದೆ ಎಂದರು. ಇಷ್ಟು ಪ್ರಮಾಣದ ಹಣ ಕೊಡಗಿನ ರಸ್ತೆ ಅಭಿವೃದ್ಧಿಗೆ ಇಲ್ಲಿವರೆಗೂ ಬಂದಿಲ್ಲ. ಈ ಬಗ್ಗೆ ದಾಖಲೆ ಸಲ್ಲಿಸಬಹುದು ಎಂದರು.: [897, 1338, 1125, 1456]
- sidebar-rule: [1139, 1851, 1506, 1852]
- sidebar-headline-6: ದೂರು ನೀಡಲು ನಾಯಕರ ತೀರ್ಮಾನ: [1139, 2074, 1362, 2097]
- issue-date: ಮಾರ್ಚ್ 25, 2025: [1385, 36, 1505, 55]
- milk-body-col1: ಎಂದು ಅಧಿಕಾರಿಗಳನ್ನು ತರಾಟೆಗೆ ತೆಗೆದುಕೊಂಡರು. ಅಡಿಕೆತೋಟಕ್ಕೆ ನೀರಿನ ಕೊರತೆ ಎದುರಾಗುತ್ತದೆ. ರಾಜ್ಯದಲ್ಲಿ ಹಾಲಿನ ಉತ್ಪಾದನೆ ಹೆಚ್ಚಾಗಿದೆ. ಆದರೆ ಹಾಲು ಉತ್ಪಾದಕರಿಗೆ ಸರಿಯಾದ ದರ ಸಿಗುತ್ತಿಲ್ಲ. ಹೀಗಾಗಿ ಹಾಲಿನ ದರ ಹೆಚ್ಚಿಸಬೇಕೆಂದು ರೈತರು ಬೇಡಿಕೆ ಇಟ್ಟಿದ್ದಾರೆ. ಈ ಬಗ್ಗೆ ಸರ್ಕಾರ ಸಕಾರಾತ್ಮಕವಾಗಿ ಸ್ಪಂದಿಸಿದೆ. ಬೇರೆ ರಾಜ್ಯಗಳಿಗೆ ಹೋಲಿಸಿದರೆ ನಮ್ಮಲ್ಲಿ ಹಾಲಿನ ದರ ಕಡಿಮೆಯಿದೆ. ಹಾಲಿನ ದರ ಹೆಚ್ಚಳ ಮಾಡಿದರೆ ರೈತರಿಗೆ ಅನುಕೂಲವಾಗುತ್ತದೆ ಎಂದರು.: [616, 1634, 862, 1752]
- honeytrap-body-col2: ಎಂದು ಮೊದಲು ನಿರ್ಧರಿಸಬೇಕು. ಈ ವೇಳೆ ರಾಜ್ಯ ಸರ್ಕಾರದ ನಿಲುವೇನು ಎಂಬುದನ್ನು ತಿಳಿಸಬೇಕು. ಕೇಂದ್ರ ಸರ್ಕಾರದ ಅಭಿಪ್ರಾಯ ಕೇಳಿ ನಿಲುವು ತಿಳಿಸಬೇಕೆಂದು ಎಂಬುದರ ಮೇಲೆ ಈ ಕೇಸ್ನ ಭವಿಷ್ಯ ನಿರ್ಧಾರವಾಗಲಿದೆ. ಸಚಿವ ಕೆ.ಎನ್ ರಾಜಣ್ಣ ದೂರು ನೀಡುವುದರ ಮೇಲೆ ಹನಿಟ್ರ್ಯಾಪ್ ಅರ್ಜಿಯ ತನಿಖೆ ನಿರ್ಧಾರವಾಗಲಿದೆ. ರಾಜಣ್ಣ ದೂರು ಕೊಟ್ಟ ನಂತರ ಅದರ ಬಗ್ಗೆ ಉನ್ನತ ತನಿಖೆಗೆ ವೇಗ ಸಿಗಲಿದೆ. ನಂತರ ಅವರು ಹನಿಟ್ರ್ಯಾಪ್ ಪ್ರಕರಣದಲ್ಲಿ ದೊಡ್ಡ ದೊಡ್ಡವರ ಹೆಸರು ಬರಬಹುದು. ಈ ನಡುವೆ ಹನಿಟ್ರ್ಯಾಪ್ ಪ್ರಕರಣದ ಬಗ್ಗೆ ವಿಧಾನಸಭೆಯಲ್ಲಿ ಪ್ರಸ್ತಾಪಿಸಿ ಹಲವು ಅಭಿಪ್ರಾಯ ಕೇಳಿ ಬಂದಿದೆ ಎಂದು ಶಾಸಕರು ತಿಳಿಸಿದ್ದಾರೆ.: [306, 1634, 597, 1770]
- sidebar-kicker: [1139, 72, 1506, 104]
- sidebar-divider: [1130, 72, 1131, 2428]
- road-body-intro: ಗೋಣಿಕೊಪ್ಪ: ಕೊಡಗು ಜಿಲ್ಲೆಯ ರಸ್ತೆ ಅಭಿವೃದ್ಧಿಗೆ ಇದೇ ಮೊದಲು ಹೆಚ್ಚು ಅನುದಾನ ಬಂದಿದೆ ಎಂದು ಮುಖ್ಯಮಂತ್ರಿಗಳ ಕಾನೂನು ಸಲಹೆಗಾರ ಹಾಗೂ ಶಾಸಕ ಎ.ಎಸ್. ಪೊನ್ನಣ್ಣ ಹೇಳಿದರು.: [668, 1150, 898, 1216]
- sidebar-headline-4: ಸಂಸದರ ವೇತನವೂ ಹೆಚ್ಚಳ: [1139, 1308, 1353, 1335]
- masthead-rule: [0, 66, 1512, 69]
- sidebar-kicker-text: ಮೊದಲನೇ ಪುಟದಿಂದ...: [1251, 78, 1395, 98]
- road-headline: ರಸ್ತೆ ಅಭಿವೃದ್ಧಿಗೆ ಮೊದಲು ಹೆಚ್ಚು ಅನುದಾನ: [668, 1105, 1079, 1138]
- column-divider: [607, 1579, 608, 1962]
- lead-photo-hill-road: [292, 394, 843, 748]
- issue-day: ಮಂಗಳವಾರ: [1441, 9, 1505, 28]
- lead-body-col2: ವನ್ಯಜೀವಿಗಳ ಆವಾಸಸ್ಥಾನ. ಪ್ರವಾಸೋದ್ಯಮ ನೆಪದಲ್ಲಿ ಅನುಕೂಲ ಮಾಡಿಕೊಡಲು ಹೊರಟಿದೆ ಎಂದು ಯಲ್ಲಪ್ಪರೆಡ್ಡಿ ಅಸಮಾಧಾನ ವ್ಯಕ್ತಪಡಿಸಿದರು. ವಿಧಾನಮಂಡಲ ಅಧಿವೇಶನದಲ್ಲಿ ಇಂಥದ್ದರ ಬಗ್ಗೆ ಚರ್ಚೆಯೇ ಆಗಿಲ್ಲ. ಬದಲಿಗೆ, ಹನಿಟ್ರ್ಯಾಪ್ ಕುರಿತು ಉತ್ತಾಪದಿಂದ ಚರ್ಚಿಸುತ್ತಾರೆ. ಸರ್ಕಾರ, ಜನಪ್ರತಿನಿಧಿಗಳಿಂದ ಚಾಮುಂಡಿಬೆಟ್ಟ, ನಂದಿಬೆಟ್ಟ ಉಳಿಸಲು ಸಾಧ್ಯವಿಲ್ಲ. ಜನರು ಹೋರಾಟದಲ್ಲಿ ಭಾಗಿಯಾದಾಗ ಮಾತ್ರ ಉತ್ತಮ ಫಲಿತಾಂಶ ಸಿಗಲಿದೆ ಎಂದು ಅಭಿಪ್ರಾಯಪಟ್ಟರು. ಶೇ. 0.01 ರಷ್ಟು ಜನರಿಗಾಗಿ ಏಕೆರು ವಿಮಾನ ನಿಲ್ದಾಣ: ಬೆಂಗಳೂರಿಗೆ 2 ವಿಮಾನ ನಿಲ್ದಾಣಗಳ ಅಗತ್ಯವಿಲ್ಲ. ಶೇ.0.01 ರಷ್ಟು ಜನರಿಗಾಗಿ ಉದ್ಯಾನ: [292, 756, 558, 909]
- sidebar-body-3: ಒಂದು ಸಂಘಟನೆಯ ದೇಶದ ಭವಿಷ್ಯ ಮತ್ತು ಶಿಕ್ಷಣ ವ್ಯವಸ್ಥೆಯನ್ನು ನಾಶಮಾಡಲು ಬಯಸುತ್ತದೆ. ಆ ಸಂಘಟನೆಯ ಹೆಸರು ರಾಷ್ಟ್ರೀಯ ಸ್ವಯಂಸೇವಕ ಸಂಘ. ಶಿಕ್ಷಣ ವ್ಯವಸ್ಥೆಯು ಅವರ ಕೈಗೆ ಹೋದರೆ ಈ ದೇಶ ನಾಶವಾಗುತ್ತದೆ. ಅದು ವಾಸ್ತವವಾಗಿ ನಿಧಾನವಾಗಿ ಈಗ ಆಗುತ್ತಿದೆ ಎಂದು ಹೇಳಿದರು. ಪ್ರಧಾನಿ ನರೇಂದ್ರ ಮೋದಿ ಅವರು, ನಿರುದ್ಯೋಗ, ಹಣದುಬ್ಬರ ಮತ್ತು ಶಿಕ್ಷಣ ವ್ಯವಸ್ಥೆಯ ಬಗ್ಗೆ ಒಂದು ಮಾತು ಹೇಳುವುದಿಲ್ಲ. ಎಲ್ಲಾ ಸಂಸ್ಥೆಗಳನ್ನು ಅದಾನಿ ಮತ್ತು ಅಂಬಾನಿಗೆ ಹಸ್ತಾಂತರಿಸುತ್ತಿದ್ದಾರೆ. ಮತ್ತು ಸಂಸ್ಥೆಗಳನ್ನು ಆರ್‌ಎಸ್‌ಎಸ್‌ಗೆ ಹಸ್ತಾಂತರಿಸುತ್ತಿದ್ದಾರೆ ಎಂದು ರಾಹುಲ್ ಗಾಂಧಿ ವಾಗ್ದಾಳಿ ನಡೆಸಿದರು.: [1139, 1028, 1506, 1127]
- lead-body-col3: ನಗರಗಳು ಬೆಂಗಳೂರಿಗೆ ಕುತ್ತು ತರುವ ಪ್ರಯತ್ನ ಸರಿಯಲ್ಲ ಎಂದು ಡಾ.ಯಲ್ಲಪ್ಪರೆಡ್ಡಿ ಅಭಿಪ್ರಾಯಪಟ್ಟರು. ಸಾವಿರಾರು ಎಕರೆ ಪ್ರದೇಶದಲ್ಲಿ ಗಿಡಮರಗಳನ್ನು ಕಡಿದು ವಿಮಾನ ನಿಲ್ದಾಣ ಸ್ಥಾಪಿಸಿದರೆ ಪ್ರಯೋಜನವಿಲ್ಲ. ಈಗಾಗಲೇ ಒಂದು ವಿಮಾನ ನಿಲ್ದಾಣ ಇದ್ದು, ಅದರ ಸಾಮರ್ಥ್ಯ ಸಾಕಾಗುತ್ತದೆ. ಇದನ್ನು ರಾಜಕಾರಣಿಗಳು ಅರ್ಥಮಾಡಿಕೊಳ್ಳುತ್ತಿಲ್ಲ ಎಂದರು. ದೇಶ ವಿದೇಶಗಳ ಗಣ್ಯರು ಬೇಟಿ: ಅಮೇರಿಕದ ಗಿವ್ ಲೈಫ್ ಫೌಂಡೇಷನ್ ಅಧ್ಯಕ್ಷ ಮತ್ತು ಎರಡು ಬಾರಿ ನೋಬೆಲ್ ಪುರಸ್ಕಾರಕ್ಕೆ ನಾಮನಿರ್ದೇಶನಗೊಂಡ ಖ್ಯಾತ ವಕೀಲ ಡಾ. ಬರ್ಟ್ ಎ. ಹಿರರ್ ಮಾತನಾಡಿ, ಶ್ರೀಮಂತ ಜಲಮೂಲ ಹೊಂದಿರುವ: [570, 756, 843, 909]
- sidebar-rule: [1139, 662, 1506, 663]
- mid-kicker-text: ಮೊದಲನೇ ಪುಟದಿಂದ...: [492, 1547, 636, 1567]
